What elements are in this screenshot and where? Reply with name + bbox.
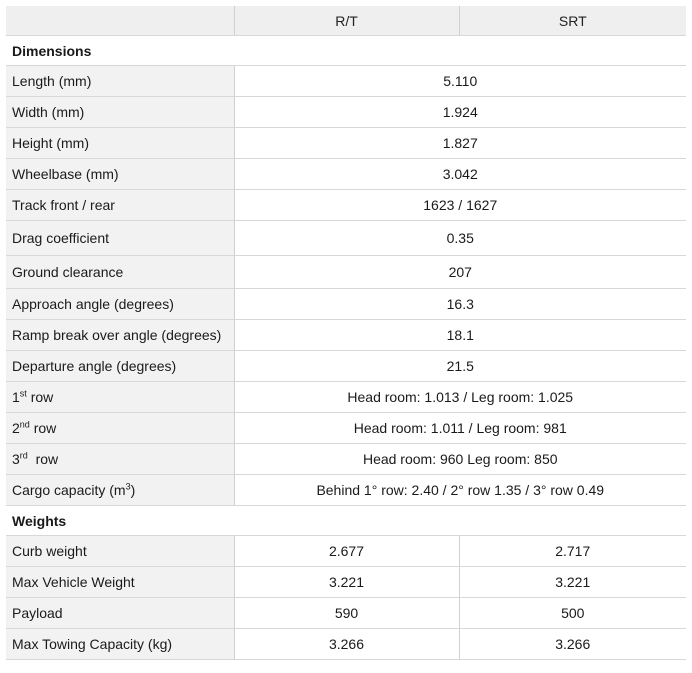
table-row <box>6 221 686 256</box>
header-srt: SRT <box>459 6 686 36</box>
row-label <box>6 382 234 413</box>
row-label: Track front / rear <box>6 190 234 221</box>
table-row <box>6 320 686 351</box>
row-number: 3 <box>12 451 20 467</box>
cargo-label-prefix: Cargo capacity (m <box>12 482 126 498</box>
row-value: 1.827 <box>234 128 686 159</box>
row-label: Curb weight <box>6 536 234 567</box>
cargo-label-suffix: ) <box>130 482 136 498</box>
row-label: Ramp break over angle (degrees) <box>6 320 234 351</box>
table-row <box>6 413 686 444</box>
row-suffix: row <box>29 420 57 436</box>
row-label <box>6 444 234 475</box>
table-row <box>6 66 686 97</box>
superscript-3: 3 <box>125 481 131 492</box>
row-value: 207 <box>234 256 686 289</box>
row-label: Payload <box>6 598 234 629</box>
row-label: Width (mm) <box>6 97 234 128</box>
row-label: Length (mm) <box>6 66 234 97</box>
ordinal-suffix: st <box>19 388 27 399</box>
row-suffix: row <box>27 451 59 467</box>
header-rt: R/T <box>234 6 459 36</box>
header-blank-cell <box>6 6 234 36</box>
row-value: Head room: 1.013 / Leg room: 1.025 <box>234 382 686 413</box>
row-value: 1.924 <box>234 97 686 128</box>
ordinal-suffix: rd <box>19 450 28 461</box>
table-row <box>6 475 686 506</box>
table-row <box>6 190 686 221</box>
row-label: Max Towing Capacity (kg) <box>6 629 234 660</box>
table-row <box>6 567 686 598</box>
spec-table <box>6 6 686 660</box>
row-number: 1 <box>12 389 20 405</box>
row-label: Max Vehicle Weight <box>6 567 234 598</box>
table-row <box>6 289 686 320</box>
srt-value: 500 <box>459 598 686 629</box>
table-row <box>6 629 686 660</box>
table-row <box>6 351 686 382</box>
srt-value: 3.266 <box>459 629 686 660</box>
rt-value: 2.677 <box>234 536 459 567</box>
table-row <box>6 382 686 413</box>
header-row <box>6 6 686 36</box>
srt-value: 2.717 <box>459 536 686 567</box>
row-label: Departure angle (degrees) <box>6 351 234 382</box>
table-row <box>6 128 686 159</box>
row-label <box>6 475 234 506</box>
row-label: Drag coefficient <box>6 221 234 256</box>
row-label: Height (mm) <box>6 128 234 159</box>
section-title-dimensions: Dimensions <box>6 36 686 66</box>
row-value: 1623 / 1627 <box>234 190 686 221</box>
row-value: 18.1 <box>234 320 686 351</box>
table-row <box>6 159 686 190</box>
row-value: Behind 1° row: 2.40 / 2° row 1.35 / 3° row 0.49 <box>234 475 686 506</box>
row-value: Head room: 960 Leg room: 850 <box>234 444 686 475</box>
row-label: Wheelbase (mm) <box>6 159 234 190</box>
row-value: Head room: 1.011 / Leg room: 981 <box>234 413 686 444</box>
section-dimensions-row <box>6 36 686 66</box>
rt-value: 3.266 <box>234 629 459 660</box>
table-row <box>6 598 686 629</box>
rt-value: 3.221 <box>234 567 459 598</box>
table-row <box>6 536 686 567</box>
row-value: 0.35 <box>234 221 686 256</box>
row-suffix: row <box>26 389 54 405</box>
table-row <box>6 256 686 289</box>
table-row <box>6 444 686 475</box>
row-number: 2 <box>12 420 20 436</box>
rt-value: 590 <box>234 598 459 629</box>
section-weights-row <box>6 506 686 536</box>
row-label: Ground clearance <box>6 256 234 289</box>
row-value: 16.3 <box>234 289 686 320</box>
row-label: Approach angle (degrees) <box>6 289 234 320</box>
srt-value: 3.221 <box>459 567 686 598</box>
row-value: 5.110 <box>234 66 686 97</box>
row-value: 3.042 <box>234 159 686 190</box>
section-title-weights: Weights <box>6 506 686 536</box>
row-value: 21.5 <box>234 351 686 382</box>
row-label <box>6 413 234 444</box>
ordinal-suffix: nd <box>19 419 30 430</box>
table-row <box>6 97 686 128</box>
